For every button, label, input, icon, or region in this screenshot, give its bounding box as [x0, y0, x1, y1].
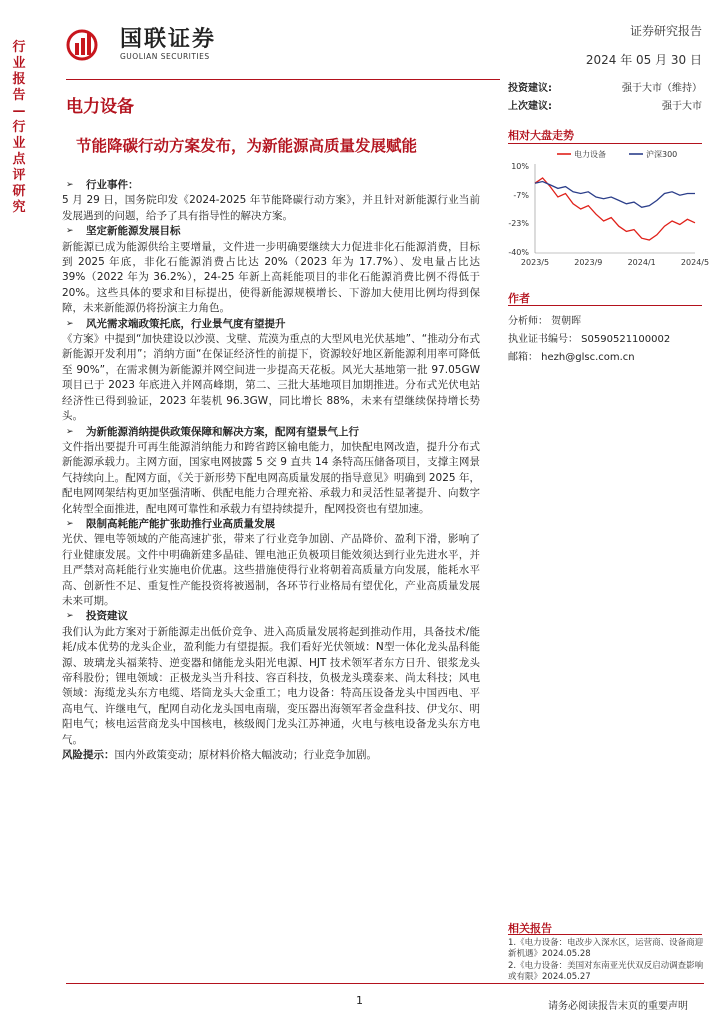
risk-key: 风险提示： — [62, 749, 115, 762]
heading-text: 为新能源消纳提供政策保障和解决方案，配网有望景气上行 — [86, 425, 359, 438]
section-heading-target — [66, 224, 480, 239]
y-tick-label: -7% — [513, 191, 529, 201]
heading-text: 限制高耗能产能扩张助推行业高质量发展 — [86, 517, 275, 530]
report-date: 2024 年 05 月 30 日 — [585, 53, 702, 67]
heading-text: 风光需求端政策托底，行业景气度有望提升 — [86, 317, 286, 330]
author-analyst: 分析师： 贺朝晖 — [508, 316, 582, 327]
relative-performance-chart — [505, 146, 710, 271]
footer-divider — [66, 983, 704, 984]
legend-label: 电力设备 — [574, 150, 606, 159]
legend-label: 沪深300 — [646, 150, 678, 159]
y-tick-label: -23% — [508, 218, 529, 228]
bullet-arrow-icon: ➢ — [66, 518, 74, 529]
related-section-rule — [508, 934, 702, 935]
logo-name-cn: 国联证券 — [120, 27, 217, 52]
section-heading-investment — [66, 609, 480, 624]
paragraph-capacity: 光伏、锂电等领域的产能高速扩张，带来了行业竞争加剧、产品降价、盈利下滑，影响了行业健康发展。文件中明确新建多晶硅、锂电池正负极项目能效须达到行业先进水平，并且严禁对高耗能行业实施电价优惠。这些措施使得行业将朝着高质量方向发展，能耗水平高、创新性不足、重复性产能投资将被遏制，各环节行业格局有望优化，产业高质量发展未来可期。 — [62, 533, 480, 607]
rating-current-value: 强于大市（维持） — [622, 83, 702, 94]
related-report-2: 2.《电力设备：美国对东南亚光伏双反启动调查影响或有限》2024.05.27 — [508, 961, 704, 982]
author-section-rule — [508, 305, 702, 306]
company-logo — [66, 28, 216, 61]
paragraph-demand: 《方案》中提到“加快建设以沙漠、戈壁、荒漠为重点的大型风电光伏基地”、“推动分布式新能源开发利用”；消纳方面“在保证经济性的前提下，资源较好地区新能源利用率可降低至 90%”，在需求侧为新能源并网空间进一步提高天花板。风光大基地第一批 97.05GW 项目已于 2023 年底进入并网高峰期，第二、三批大基地项目加期推进。分布式光伏电站经济性已得到验证，2023 年装机 96.3GW，同比增长 88%，未来有望继续保持增长势头。 — [62, 333, 480, 423]
risk-warning — [62, 748, 480, 763]
rating-previous-value: 强于大市 — [662, 101, 702, 112]
chart-svg — [505, 146, 710, 271]
author-email: 邮箱： hezh@glsc.com.cn — [508, 352, 635, 363]
logo-mark-icon — [66, 29, 114, 61]
chart-section-title: 相对大盘走势 — [508, 129, 574, 142]
bullet-arrow-icon: ➢ — [66, 318, 74, 329]
bullet-arrow-icon: ➢ — [66, 226, 74, 237]
paragraph-target: 新能源已成为能源供给主要增量，文件进一步明确要继续大力促进非化石能源消费，目标到 2025 年底，非化石能源消费占比达 20%（2023 年为 17.7%）、发电量占比达 39%（2022 年为 36.2%），24-25 年新上高耗能项目的非化石能源消费比例不得低于 20%。这些具体的要求和目标提出，使得新能源规模增长、下游加大使用比例均得到保障，未来新能源仍将扮演主力角色。 — [62, 240, 480, 315]
bullet-arrow-icon: ➢ — [66, 426, 74, 437]
header-divider — [66, 79, 500, 80]
paragraph-event: 5 月 29 日，国务院印发《2024-2025 年节能降碳行动方案》，并且针对新能源行业当前发展遇到的问题，给予了具有指导性的解决方案。 — [62, 194, 480, 222]
rating-previous-key: 上次建议: — [508, 101, 552, 112]
section-heading-event — [66, 178, 480, 193]
heading-text: 坚定新能源发展目标 — [86, 225, 181, 238]
rating-previous — [508, 97, 702, 112]
series-line — [535, 178, 695, 240]
document-type: 证券研究报告 — [629, 24, 702, 38]
report-headline: 节能降碳行动方案发布，为新能源高质量发展赋能 — [76, 137, 418, 155]
paragraph-investment: 我们认为此方案对于新能源走出低价竞争、进入高质量发展将起到推动作用，具备技术/能耗/成本优势的龙头企业，盈利能力有望提振。我们看好光伏领域：N型一体化龙头晶科能源、玻璃龙头福莱特、逆变器和储能龙头阳光电源、HJT 技术领军者东方日升、银浆龙头帝科股份；锂电领域：正极龙头当升科技、容百科技，负极龙头璞泰来、尚太科技；风电领域：海缆龙头东方电缆、塔筒龙头大金重工；电力设备：特高压设备龙头中国西电、平高电气、许继电气，配网自动化龙头国电南瑞，变压器出海领军者金盘科技、伊戈尔、明阳电气；核电运营商龙头中国核电，核级阀门龙头江苏神通，火电与核电设备龙头东方电气。 — [62, 625, 480, 746]
x-tick-label: 2024/5 — [680, 258, 710, 267]
x-tick-label: 2023/5 — [520, 258, 550, 267]
author-license: 执业证书编号： S0590521100002 — [508, 334, 671, 345]
report-body — [62, 178, 480, 763]
rating-current-key: 投资建议: — [508, 83, 552, 94]
logo-name-en: GUOLIAN SECURITIES — [120, 52, 210, 61]
related-report-1: 1.《电力设备：电改步入深水区，运营商、设备商迎新机遇》2024.05.28 — [508, 938, 704, 959]
heading-text: 行业事件： — [86, 179, 139, 191]
heading-text: 投资建议 — [86, 610, 128, 623]
section-heading-capacity — [66, 517, 480, 532]
bullet-arrow-icon: ➢ — [66, 611, 74, 622]
risk-text: 国内外政策变动；原材料价格大幅波动；行业竞争加剧。 — [114, 749, 377, 762]
disclaimer-note: 请务必阅读报告末页的重要声明 — [548, 1001, 688, 1012]
section-heading-grid — [66, 425, 480, 440]
x-tick-label: 2023/9 — [574, 258, 603, 267]
section-heading-demand — [66, 317, 480, 332]
paragraph-grid: 文件指出要提升可再生能源消纳能力和跨省跨区输电能力，加快配电网改造，提升分布式新能源承载力。主网方面，国家电网披露 5 交 9 直共 14 条特高压储备项目，支撑主网景气持续向上。配网方面，《关于新形势下配电网高质量发展的指导意见》明确到 2025 年，配电网网架结构更加坚强清晰、供配电能力合理充裕、承载力和灵活性显著提升、向数字化转型全面推进，配电网可靠性和承载力有望持续提升，配网投资也有望加速。 — [62, 440, 480, 515]
author-section-title: 作者 — [508, 292, 530, 305]
series-line — [535, 182, 695, 208]
industry-title: 电力设备 — [66, 97, 134, 117]
chart-section-rule — [508, 143, 702, 144]
y-tick-label: 10% — [511, 162, 529, 171]
bullet-arrow-icon: ➢ — [66, 180, 74, 190]
page-number: 1 — [356, 994, 363, 1007]
rating-current — [508, 79, 702, 94]
x-tick-label: 2024/1 — [627, 258, 656, 267]
report-category-tag: 行业报告—行业点评研究 — [12, 40, 26, 215]
related-section-title: 相关报告 — [508, 922, 552, 935]
y-tick-label: -40% — [508, 248, 529, 257]
